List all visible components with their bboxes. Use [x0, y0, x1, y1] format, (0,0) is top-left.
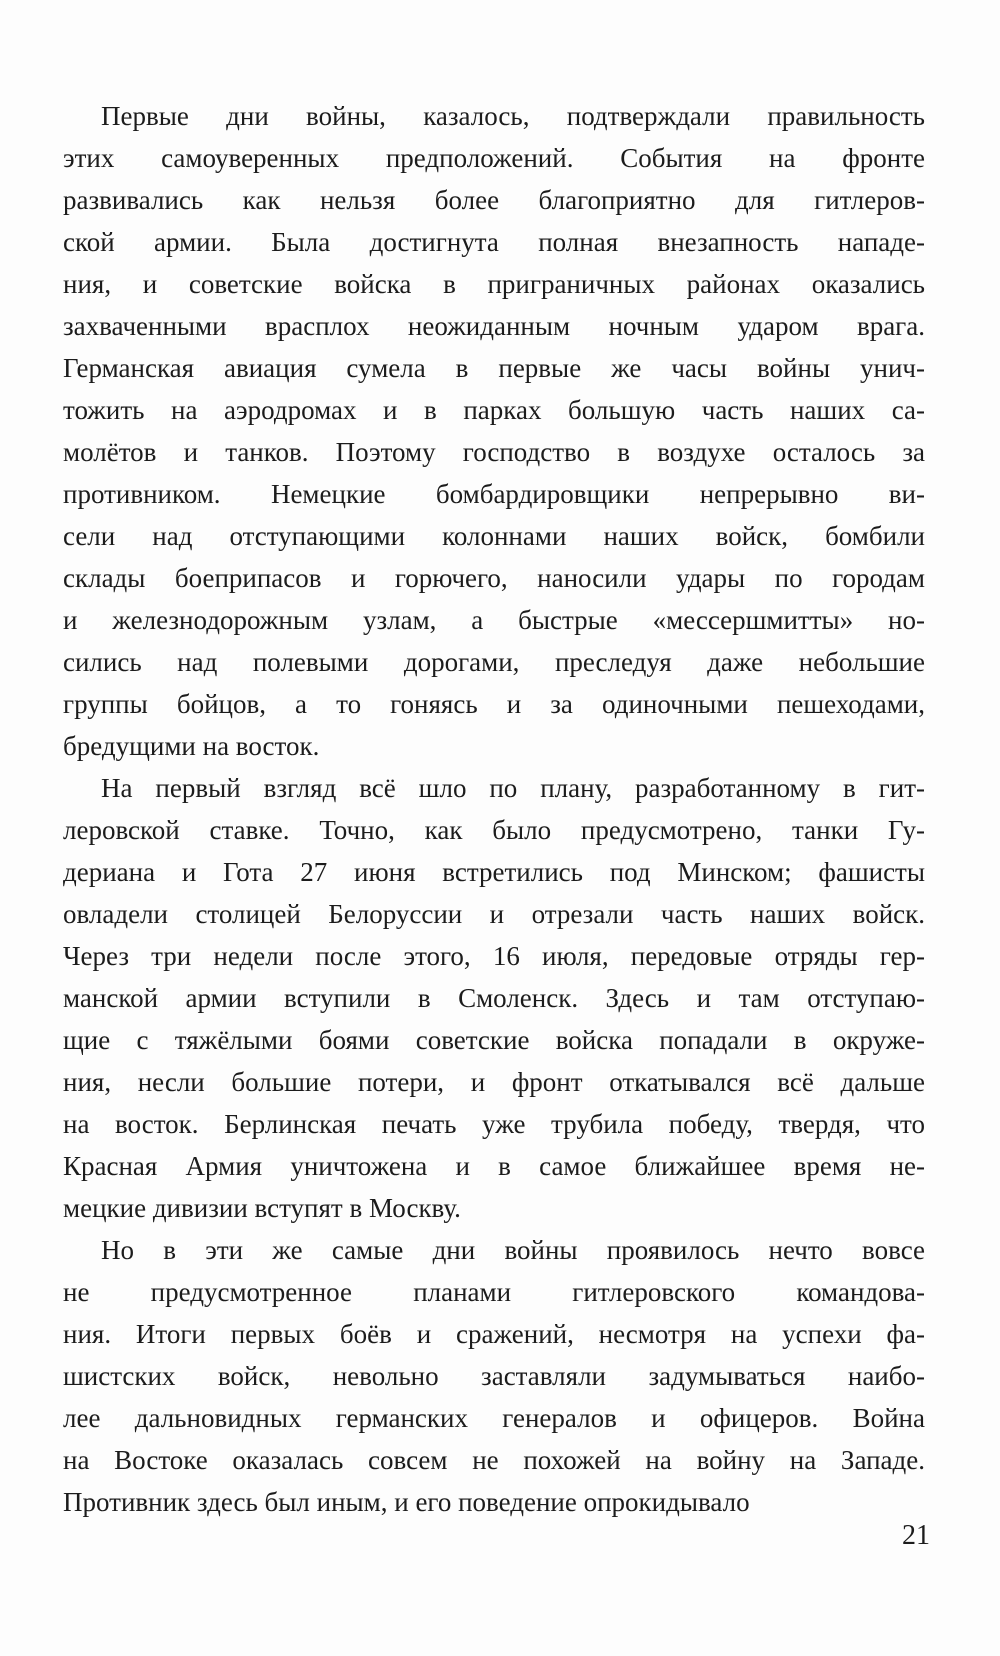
- text-line: захваченными врасплох неожиданным ночным ударом врага.: [63, 311, 925, 341]
- text-line: лее дальновидных германских генералов и офицеров. Война: [63, 1403, 925, 1433]
- text-line: Германская авиация сумела в первые же часы войны унич-: [63, 353, 925, 383]
- text-line: бредущими на восток.: [63, 731, 320, 761]
- text-line: сели над отступающими колоннами наших войск, бомбили: [63, 521, 925, 551]
- text-line: развивались как нельзя более благоприятно для гитлеров-: [63, 185, 925, 215]
- text-line: Но в эти же самые дни войны проявилось нечто вовсе: [101, 1235, 925, 1265]
- text-line: противником. Немецкие бомбардировщики непрерывно ви-: [63, 479, 925, 509]
- paragraph: [63, 1229, 925, 1523]
- text-line: Через три недели после этого, 16 июля, передовые отряды гер-: [63, 941, 925, 971]
- text-line: ния, несли большие потери, и фронт откатывался всё дальше: [63, 1067, 925, 1097]
- text-line: сились над полевыми дорогами, преследуя даже небольшие: [63, 647, 925, 677]
- text-line: этих самоуверенных предположений. События на фронте: [63, 143, 925, 173]
- text-line: леровской ставке. Точно, как было предусмотрено, танки Гу-: [63, 815, 925, 845]
- text-line: тожить на аэродромах и в парках большую часть наших са-: [63, 395, 925, 425]
- text-line: ния, и советские войска в приграничных районах оказались: [63, 269, 925, 299]
- text-line: Первые дни войны, казалось, подтверждали правильность: [101, 101, 925, 131]
- text-line: Противник здесь был иным, и его поведение опрокидывало: [63, 1487, 750, 1517]
- text-line: ния. Итоги первых боёв и сражений, несмотря на успехи фа-: [63, 1319, 925, 1349]
- text-line: и железнодорожным узлам, а быстрые «мессершмитты» но-: [63, 605, 925, 635]
- text-line: овладели столицей Белоруссии и отрезали часть наших войск.: [63, 899, 925, 929]
- body-text: [63, 95, 925, 1523]
- text-line: На первый взгляд всё шло по плану, разработанному в гит-: [101, 773, 925, 803]
- text-line: шистских войск, невольно заставляли задумываться наибо-: [63, 1361, 925, 1391]
- text-line: щие с тяжёлыми боями советские войска попадали в окруже-: [63, 1025, 925, 1055]
- paragraph: [63, 767, 925, 1229]
- text-line: группы бойцов, а то гоняясь и за одиночными пешеходами,: [63, 689, 925, 719]
- text-line: на восток. Берлинская печать уже трубила победу, твердя, что: [63, 1109, 925, 1139]
- text-line: молётов и танков. Поэтому господство в воздухе осталось за: [63, 437, 925, 467]
- page-number: 21: [902, 1520, 930, 1551]
- text-line: Красная Армия уничтожена и в самое ближайшее время не-: [63, 1151, 925, 1181]
- text-line: манской армии вступили в Смоленск. Здесь и там отступаю-: [63, 983, 925, 1013]
- text-line: на Востоке оказалась совсем не похожей на войну на Западе.: [63, 1445, 925, 1475]
- text-line: мецкие дивизии вступят в Москву.: [63, 1193, 461, 1223]
- text-line: ской армии. Была достигнута полная внезапность нападе-: [63, 227, 925, 257]
- text-line: не предусмотренное планами гитлеровского командова-: [63, 1277, 925, 1307]
- text-line: склады боеприпасов и горючего, наносили удары по городам: [63, 563, 925, 593]
- text-line: дериана и Гота 27 июня встретились под Минском; фашисты: [63, 857, 925, 887]
- paragraph: [63, 95, 925, 767]
